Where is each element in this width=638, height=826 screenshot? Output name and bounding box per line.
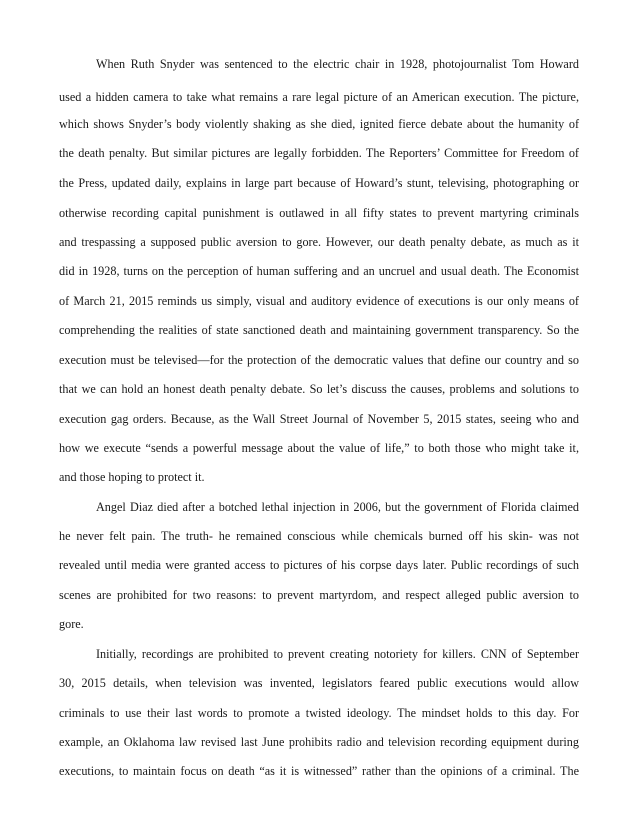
- paragraph-3-line-4: example, an Oklahoma law revised last June prohibits radio and television recording equipment during: [59, 735, 579, 749]
- paragraph-1-line-11: execution must be televised—for the protection of the democratic values that define our country and so: [59, 353, 579, 367]
- paragraph-1-line-12: that we can hold an honest death penalty debate. So let’s discuss the causes, problems and solutions to: [59, 382, 579, 396]
- paragraph-1-line-4: the death penalty. But similar pictures are legally forbidden. The Reporters’ Committee for Freedom of: [59, 146, 579, 160]
- paragraph-2-line-4: scenes are prohibited for two reasons: to prevent martyrdom, and respect alleged public aversion to: [59, 588, 579, 602]
- paragraph-1-line-8: did in 1928, turns on the perception of human suffering and an uncruel and usual death. The Economist: [59, 264, 579, 278]
- paragraph-1-line-2: used a hidden camera to take what remains a rare legal picture of an American execution. The picture,: [59, 90, 579, 104]
- paragraph-1-line-13: execution gag orders. Because, as the Wall Street Journal of November 5, 2015 states, seeing who and: [59, 412, 579, 426]
- paragraph-3-line-1: Initially, recordings are prohibited to prevent creating notoriety for killers. CNN of September: [96, 647, 579, 661]
- paragraph-1-line-14: how we execute “sends a powerful message about the value of life,” to both those who might take it,: [59, 441, 579, 455]
- paragraph-2-line-5: gore.: [59, 617, 84, 631]
- paragraph-3-line-3: criminals to use their last words to promote a twisted ideology. The mindset holds to this day. For: [59, 706, 579, 720]
- paragraph-3-line-5: executions, to maintain focus on death “as it is witnessed” rather than the opinions of a criminal. The: [59, 764, 579, 778]
- paragraph-1-line-10: comprehending the realities of state sanctioned death and maintaining government transparency. So the: [59, 323, 579, 337]
- paragraph-1-line-9: of March 21, 2015 reminds us simply, visual and auditory evidence of executions is our only means of: [59, 294, 579, 308]
- paragraph-1-line-5: the Press, updated daily, explains in large part because of Howard’s stunt, televising, photographing or: [59, 176, 579, 190]
- paragraph-1-line-6: otherwise recording capital punishment is outlawed in all fifty states to prevent martyring criminals: [59, 206, 579, 220]
- paragraph-3-line-2: 30, 2015 details, when television was invented, legislators feared public executions would allow: [59, 676, 579, 690]
- paragraph-2-line-3: revealed until media were granted access to pictures of his corpse days later. Public recordings of such: [59, 558, 579, 572]
- paragraph-1-line-3: which shows Snyder’s body violently shaking as she died, ignited fierce debate about the humanity of: [59, 117, 579, 131]
- paragraph-1-line-7: and trespassing a supposed public aversion to gore. However, our death penalty debate, as much as it: [59, 235, 579, 249]
- paragraph-2-line-1: Angel Diaz died after a botched lethal injection in 2006, but the government of Florida claimed: [96, 500, 579, 514]
- paragraph-2-line-2: he never felt pain. The truth- he remained conscious while chemicals burned off his skin- was not: [59, 529, 579, 543]
- paragraph-1-line-15: and those hoping to protect it.: [59, 470, 205, 484]
- paragraph-1-line-1: When Ruth Snyder was sentenced to the electric chair in 1928, photojournalist Tom Howard: [96, 57, 579, 71]
